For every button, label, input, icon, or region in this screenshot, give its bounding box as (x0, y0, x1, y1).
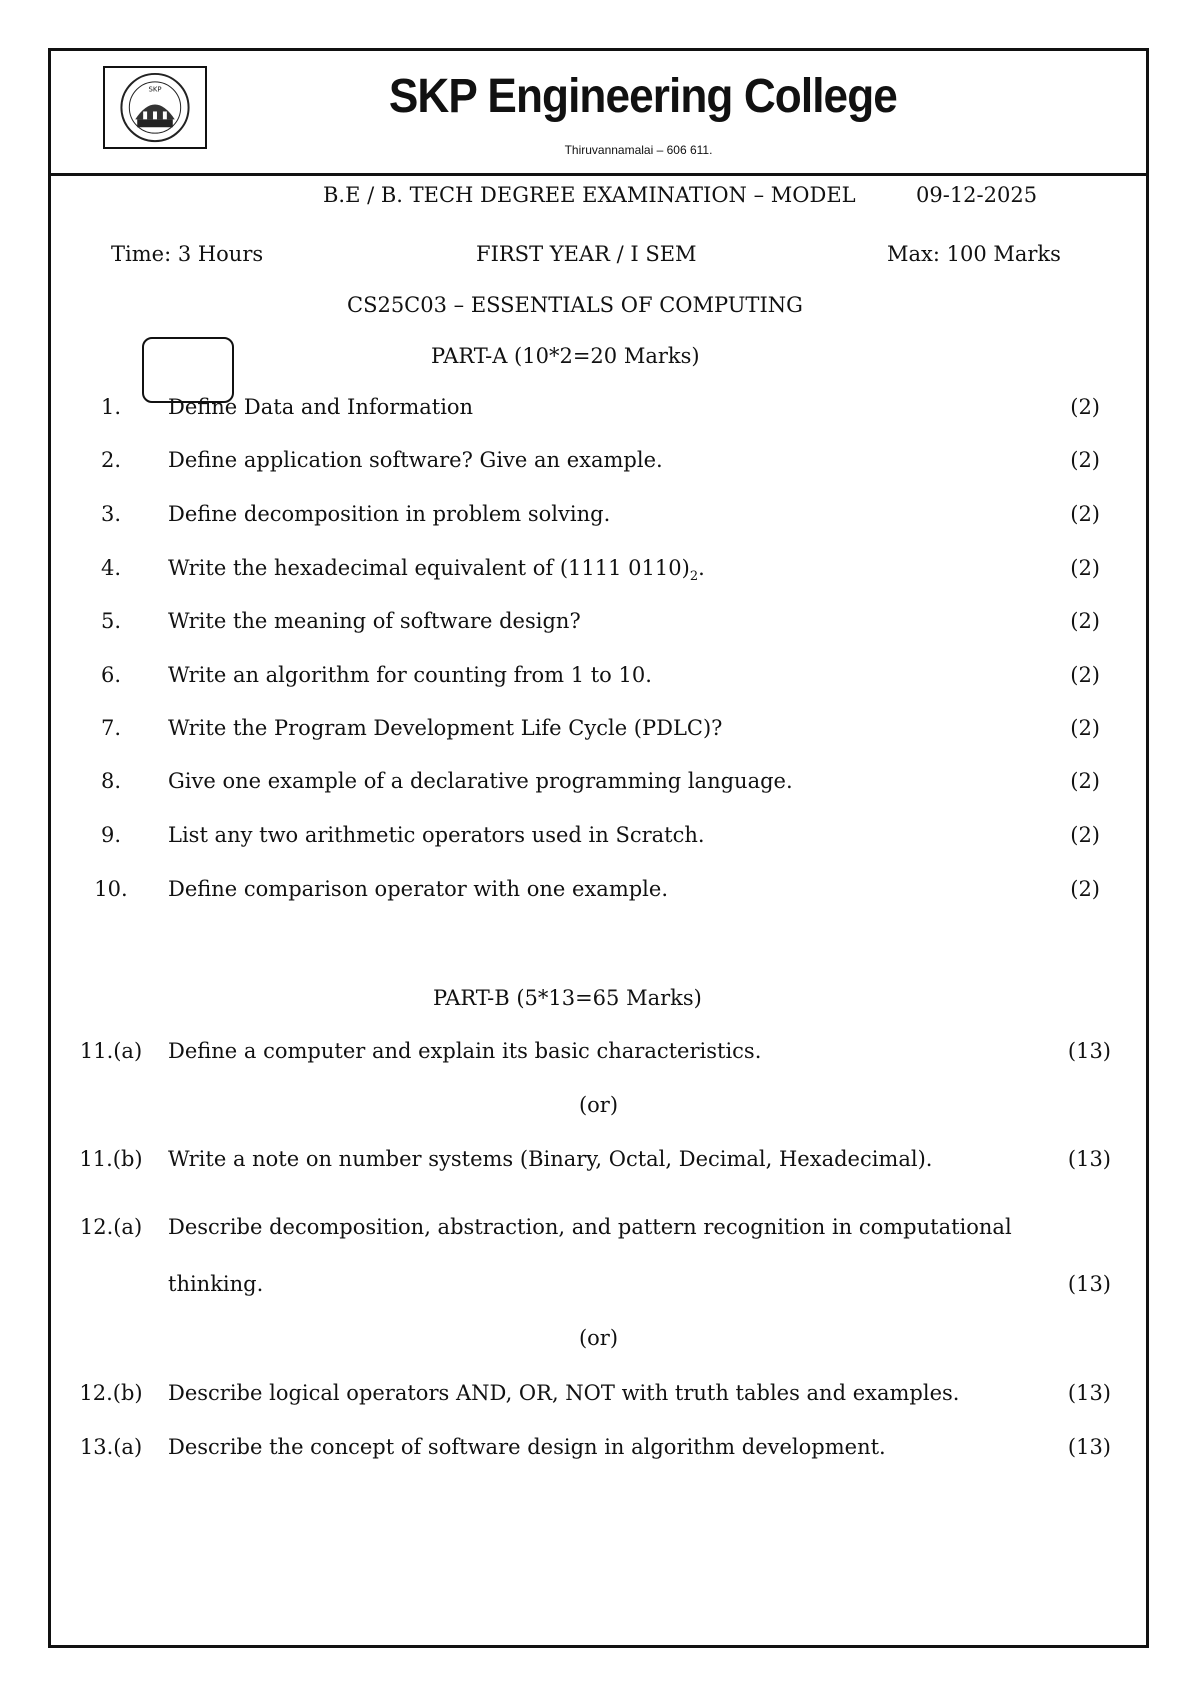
question-text-main: Write the hexadecimal equivalent of (1111 0110) (168, 556, 690, 580)
exam-duration: Time: 3 Hours (111, 242, 264, 266)
question-marks: (2) (1070, 502, 1100, 526)
question-number: 11.(b) (79, 1147, 143, 1171)
exam-title: B.E / B. TECH DEGREE EXAMINATION – MODEL (323, 183, 856, 207)
question-marks: (2) (1070, 716, 1100, 740)
question-text: Define comparison operator with one example. (168, 877, 668, 901)
question-text: Describe the concept of software design in algorithm development. (168, 1435, 886, 1459)
question-number: 5. (100, 609, 122, 633)
question-text: Describe decomposition, abstraction, and pattern recognition in computational (168, 1215, 1012, 1239)
question-number: 1. (100, 395, 122, 419)
college-name: SKP Engineering College (388, 70, 897, 123)
question-text-continuation: thinking. (168, 1272, 264, 1296)
question-text: Write a note on number systems (Binary, Octal, Decimal, Hexadecimal). (168, 1147, 933, 1171)
register-number-box (142, 337, 234, 403)
college-header (51, 51, 1146, 176)
question-text: Write the Program Development Life Cycle (PDLC)? (168, 716, 723, 740)
exam-year-semester: FIRST YEAR / I SEM (476, 242, 697, 266)
question-number: 9. (100, 823, 122, 847)
question-number: 3. (100, 502, 122, 526)
question-number: 7. (100, 716, 122, 740)
question-number: 2. (100, 448, 122, 472)
question-marks: (2) (1070, 877, 1100, 901)
question-marks: (13) (1067, 1381, 1111, 1405)
question-number: 13.(a) (79, 1435, 143, 1459)
question-text: Write the meaning of software design? (168, 609, 581, 633)
question-marks: (2) (1070, 769, 1100, 793)
question-number: 10. (94, 877, 128, 901)
question-marks: (2) (1070, 823, 1100, 847)
exam-max-marks: Max: 100 Marks (887, 242, 1061, 266)
college-address: Thiruvannamalai – 606 611. (564, 143, 713, 157)
svg-text:SKP: SKP (148, 85, 162, 94)
question-text: Define a computer and explain its basic characteristics. (168, 1039, 762, 1063)
exam-date: 09-12-2025 (916, 183, 1038, 207)
question-number: 8. (100, 769, 122, 793)
part-a-title: PART-A (10*2=20 Marks) (431, 344, 700, 368)
question-marks: (13) (1067, 1435, 1111, 1459)
question-number: 12.(a) (79, 1215, 143, 1239)
part-b-title: PART-B (5*13=65 Marks) (433, 986, 702, 1010)
question-text: Describe logical operators AND, OR, NOT with truth tables and examples. (168, 1381, 960, 1405)
question-text: List any two arithmetic operators used in Scratch. (168, 823, 705, 847)
question-text: Define application software? Give an example. (168, 448, 663, 472)
question-text: Define Data and Information (168, 395, 474, 419)
question-number: 12.(b) (79, 1381, 143, 1405)
question-text: Write an algorithm for counting from 1 to 10. (168, 663, 652, 687)
question-marks: (2) (1070, 395, 1100, 419)
question-number: 6. (100, 663, 122, 687)
question-marks: (13) (1067, 1147, 1111, 1171)
exam-paper-frame (48, 48, 1149, 1648)
question-marks: (2) (1070, 609, 1100, 633)
course-title: CS25C03 – ESSENTIALS OF COMPUTING (347, 293, 803, 317)
question-marks: (2) (1070, 663, 1100, 687)
question-text-suffix: . (698, 556, 705, 580)
or-separator: (or) (578, 1093, 619, 1117)
or-separator: (or) (578, 1326, 619, 1350)
question-marks: (13) (1067, 1039, 1111, 1063)
question-text: Define decomposition in problem solving. (168, 502, 611, 526)
question-text (168, 556, 968, 584)
question-marks: (2) (1070, 556, 1100, 580)
question-text: Give one example of a declarative programming language. (168, 769, 793, 793)
question-text-subscript: 2 (689, 569, 699, 585)
question-marks: (13) (1067, 1272, 1111, 1296)
question-marks: (2) (1070, 448, 1100, 472)
question-number: 4. (100, 556, 122, 580)
question-number: 11.(a) (79, 1039, 143, 1063)
